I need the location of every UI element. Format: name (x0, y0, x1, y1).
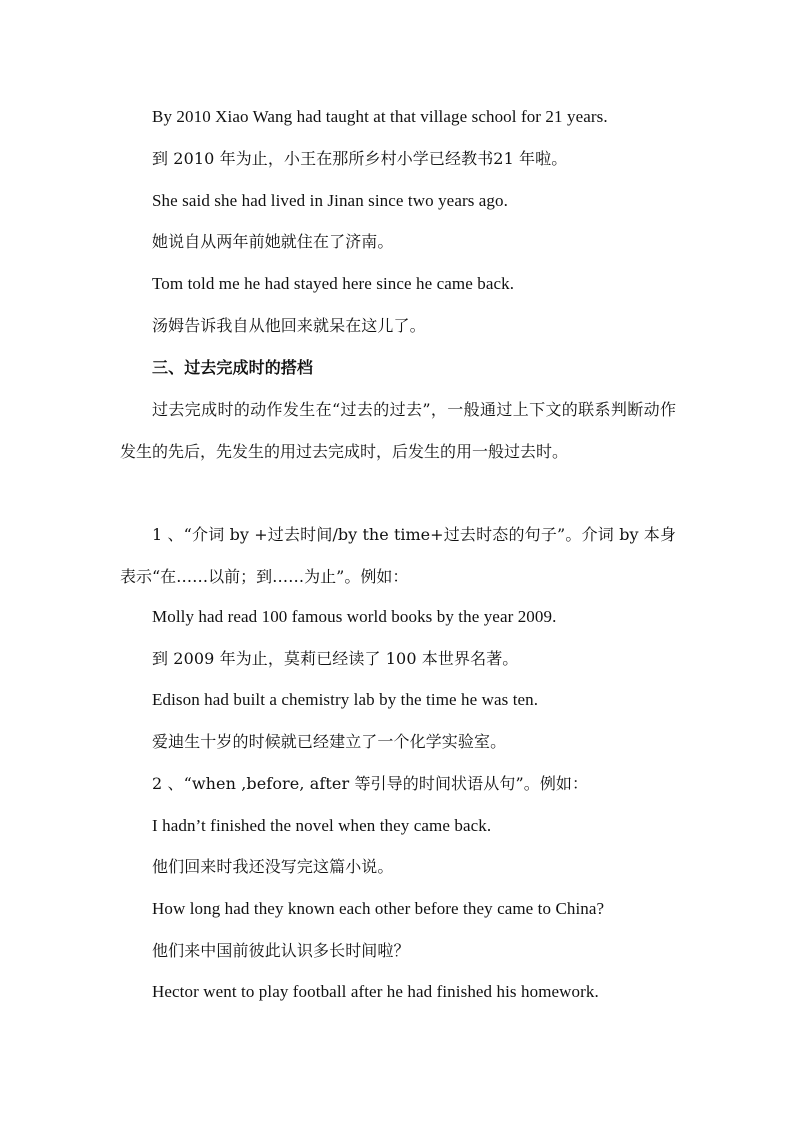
example-sentence-en: How long had they known each other before they came to China? (152, 899, 605, 918)
example-sentence-cn: 她说自从两年前她就住在了济南。 (152, 232, 394, 251)
example-sentence-en: Hector went to play football after he had finished his homework. (152, 982, 599, 1001)
section-paragraph: 过去完成时的动作发生在“过去的过去”，一般通过上下文的联系判断动作发生的先后，先发生的用过去完成时，后发生的用一般过去时。 (120, 400, 676, 461)
example-sentence-en: Tom told me he had stayed here since he came back. (152, 274, 515, 293)
example-sentence-en: Molly had read 100 famous world books by the year 2009. (152, 607, 557, 626)
example-sentence-en: She said she had lived in Jinan since two years ago. (152, 191, 508, 210)
section-heading: 三、过去完成时的搭档 (152, 358, 314, 377)
example-sentence-cn: 他们回来时我还没写完这篇小说。 (152, 857, 394, 876)
example-sentence-cn: 汤姆告诉我自从他回来就呆在这儿了。 (152, 316, 426, 335)
rule-paragraph: 1 、“介词 by +过去时间/by the time+过去时态的句子”。介词 by 本身表示“在……以前；到……为止”。例如： (120, 525, 676, 586)
example-sentence-en: Edison had built a chemistry lab by the time he was ten. (152, 690, 539, 709)
example-sentence-cn: 他们来中国前彼此认识多长时间啦？ (152, 941, 410, 960)
rule-line: 2 、“when ,before, after 等引导的时间状语从句”。例如： (152, 774, 589, 793)
example-sentence-cn: 到 2010 年为止，小王在那所乡村小学已经教书21 年啦。 (152, 149, 568, 168)
example-sentence-cn: 爱迪生十岁的时候就已经建立了一个化学实验室。 (152, 732, 507, 751)
example-sentence-en: By 2010 Xiao Wang had taught at that village school for 21 years. (152, 107, 608, 126)
example-sentence-cn: 到 2009 年为止，莫莉已经读了 100 本世界名著。 (152, 649, 519, 668)
example-sentence-en: I hadn’t finished the novel when they came back. (152, 816, 492, 835)
